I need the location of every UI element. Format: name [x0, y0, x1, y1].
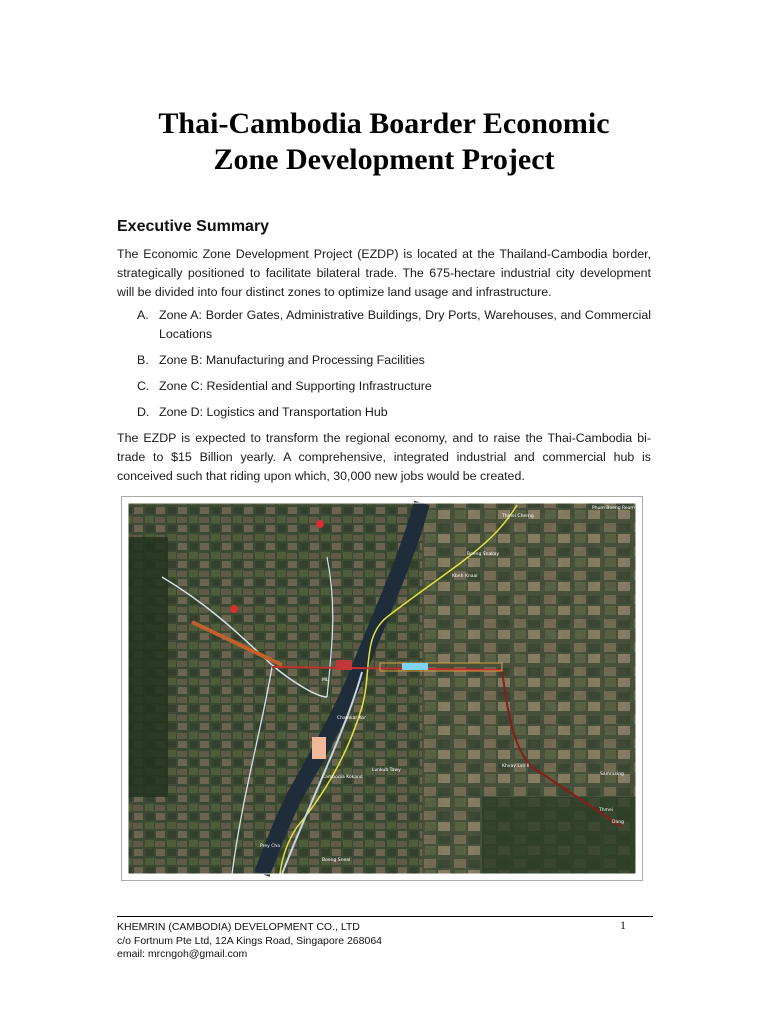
title-line-1: Thai-Cambodia Boarder Economic	[158, 107, 610, 140]
zone-a-block	[402, 663, 428, 670]
footer-company: KHEMRIN (CAMBODIA) DEVELOPMENT CO., LTD	[117, 921, 360, 933]
list-item	[117, 351, 651, 370]
intro-paragraph: The Economic Zone Development Project (EZDP) is located at the Thailand-Cambodia border, strategically positioned to facilitate bilateral trade. The 675-hectare industrial city development will be divided into four distinct zones to optimize land usage and infrastructure.	[117, 247, 651, 299]
list-marker: B.	[137, 353, 149, 367]
pin-icon	[230, 605, 238, 613]
map-label: ML	[322, 678, 329, 683]
list-marker: A.	[137, 308, 149, 322]
list-item	[117, 403, 651, 422]
map-label: Samrasing	[600, 772, 624, 777]
zone-marker	[336, 660, 352, 670]
map-label: Khvav Lvn Il	[502, 764, 530, 769]
list-item-text: Zone B: Manufacturing and Processing Facilities	[159, 353, 425, 367]
list-marker: D.	[137, 405, 150, 419]
document-title	[0, 106, 768, 178]
list-item-text: Zone D: Logistics and Transportation Hub	[159, 405, 388, 419]
map-label: Kbnh Knaal	[452, 574, 478, 579]
pin-icon	[316, 520, 324, 528]
list-marker: C.	[137, 379, 150, 393]
list-item	[117, 377, 651, 396]
forest-west	[128, 537, 168, 797]
title-line-2: Zone Development Project	[213, 143, 555, 176]
footer	[117, 921, 382, 962]
map-graphic	[122, 497, 642, 880]
map-label: Boeng Snakay	[467, 552, 500, 557]
footer-divider	[117, 916, 653, 917]
page-number: 1	[620, 918, 626, 932]
map-label: Cambodia Kokand	[322, 775, 363, 780]
map-label: Thmei Cherng	[502, 514, 534, 519]
map-label: Dang	[612, 820, 624, 825]
section-heading: Executive Summary	[117, 218, 270, 235]
outro-paragraph: The EZDP is expected to transform the regional economy, and to raise the Thai-Cambodia bi-trade to $15 Billion yearly. A comprehensive, integrated industrial and commercial hub is conceived such that riding upon which, 30,000 new jobs would be created.	[117, 431, 651, 483]
list-item	[117, 306, 651, 344]
map-label: Phum Boeng Ream	[592, 506, 635, 511]
zone-list	[117, 306, 651, 429]
map-label: Boeng Sneal	[322, 858, 351, 863]
list-item-text: Zone A: Border Gates, Administrative Buildings, Dry Ports, Warehouses, and Commercial Locations	[159, 308, 651, 341]
footer-email: email: mrcngoh@gmail.com	[117, 948, 248, 960]
map-label: Lvnkub Tawy	[372, 768, 401, 773]
map-label: Chamkar Kor	[337, 716, 367, 721]
map-label: Thmei	[599, 808, 614, 813]
footer-address: c/o Fortnum Pte Ltd, 12A Kings Road, Singapore 268064	[117, 934, 383, 947]
map-label: Prey Cha	[260, 844, 280, 849]
zone-c-block	[312, 737, 326, 759]
list-item-text: Zone C: Residential and Supporting Infrastructure	[159, 379, 432, 393]
satellite-map	[121, 496, 643, 881]
